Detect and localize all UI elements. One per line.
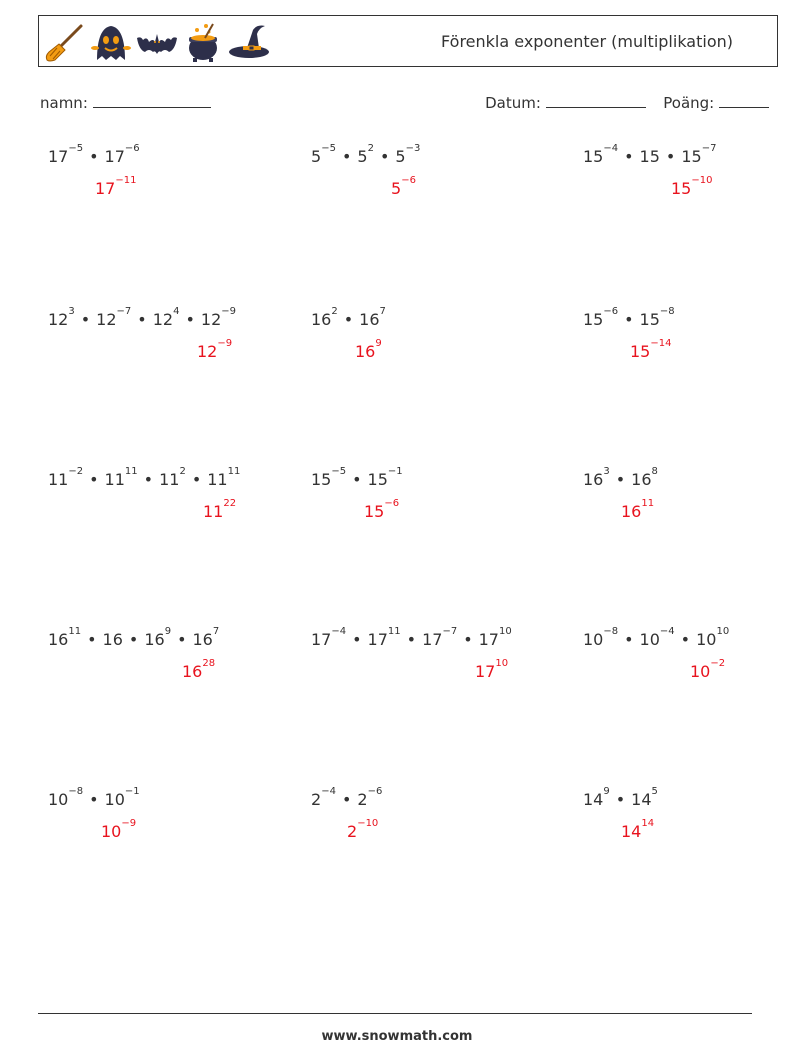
- base: 16: [311, 310, 332, 329]
- multiply-dot: •: [341, 790, 352, 809]
- problem-5: [311, 306, 386, 361]
- base: 17: [478, 630, 499, 649]
- problem-expression: [583, 466, 658, 489]
- base: 17: [422, 630, 443, 649]
- term: [48, 143, 84, 166]
- problem-11: [311, 626, 512, 681]
- multiply-dot: •: [87, 630, 97, 649]
- exponent: 11: [124, 466, 138, 477]
- problem-6: [583, 306, 675, 361]
- base: 5: [357, 147, 368, 166]
- term: [200, 306, 236, 329]
- answer-power: [671, 175, 713, 198]
- multiply-dot: •: [352, 470, 362, 489]
- term: [631, 466, 658, 489]
- term: [104, 466, 138, 489]
- multiply-dot: •: [89, 147, 99, 166]
- multiply-dot: •: [89, 790, 99, 809]
- term: [48, 626, 82, 649]
- exponent: −2: [68, 466, 84, 477]
- term: [207, 466, 241, 489]
- exponent: −4: [331, 626, 347, 637]
- base: 10: [690, 662, 711, 681]
- multiply-dot: •: [680, 630, 691, 649]
- answer-power: [355, 338, 382, 361]
- exponent: 3: [603, 466, 610, 477]
- exponent: −6: [367, 786, 383, 797]
- base: 14: [621, 822, 642, 841]
- base: 15: [639, 310, 660, 329]
- problem-expression: [48, 143, 140, 166]
- exponent: −2: [710, 658, 726, 669]
- term: [311, 306, 338, 329]
- base: 16: [621, 502, 642, 521]
- base: 16: [355, 342, 376, 361]
- term: [48, 786, 84, 809]
- multiply-dot: •: [89, 470, 99, 489]
- exponent: 2: [179, 466, 186, 477]
- exponent: −8: [659, 306, 675, 317]
- exponent: −3: [405, 143, 421, 154]
- base: 14: [583, 790, 604, 809]
- answer-power: [630, 338, 672, 361]
- multiply-dot: •: [352, 630, 362, 649]
- base: 16: [102, 630, 123, 649]
- exponent: −6: [124, 143, 140, 154]
- base: 16: [359, 310, 380, 329]
- exponent: 9: [375, 338, 382, 349]
- term: [367, 466, 403, 489]
- score-label: Poäng:: [663, 94, 715, 112]
- exponent: −7: [701, 143, 717, 154]
- base: 12: [48, 310, 69, 329]
- term: [48, 306, 75, 329]
- multiply-dot: •: [343, 310, 354, 329]
- term: [367, 626, 401, 649]
- exponent: 11: [387, 626, 401, 637]
- term: [48, 466, 84, 489]
- term: [159, 466, 186, 489]
- problem-expression: [583, 306, 675, 329]
- base: 15: [583, 310, 604, 329]
- problem-expression: [311, 466, 403, 489]
- answer: [355, 338, 382, 361]
- exponent: −4: [603, 143, 619, 154]
- problem-expression: [48, 786, 140, 809]
- base: 12: [200, 310, 222, 329]
- problem-2: [311, 143, 421, 198]
- term: [583, 626, 619, 649]
- term: [104, 786, 140, 809]
- answer: [197, 338, 233, 361]
- problem-expression: [583, 626, 730, 649]
- exponent: −6: [384, 498, 400, 509]
- multiply-dot: •: [80, 310, 91, 329]
- answer: [347, 818, 379, 841]
- term: [96, 306, 132, 329]
- exponent: −10: [691, 175, 713, 186]
- answer-power: [621, 818, 655, 841]
- base: 16: [48, 630, 69, 649]
- term: [359, 306, 386, 329]
- exponent: 5: [651, 786, 658, 797]
- term: [631, 786, 658, 809]
- base: 17: [95, 179, 116, 198]
- base: 12: [197, 342, 218, 361]
- problem-expression: [48, 466, 241, 489]
- base: 15: [364, 502, 385, 521]
- answer: [364, 498, 400, 521]
- problem-expression: [311, 306, 386, 329]
- answer-power: [95, 175, 137, 198]
- answer-power: [347, 818, 379, 841]
- exponent: −14: [650, 338, 672, 349]
- problem-12: [583, 626, 730, 681]
- exponent: −9: [217, 338, 233, 349]
- footer-divider: [38, 1013, 752, 1014]
- exponent: −4: [321, 786, 336, 797]
- problem-9: [583, 466, 658, 521]
- base: 11: [203, 502, 224, 521]
- answer: [671, 175, 713, 198]
- base: 17: [48, 147, 69, 166]
- answer: [101, 818, 137, 841]
- multiply-dot: •: [624, 310, 634, 329]
- exponent: 10: [495, 658, 509, 669]
- term: [696, 626, 730, 649]
- exponent: 7: [379, 306, 386, 317]
- term: [583, 306, 619, 329]
- answer: [182, 658, 216, 681]
- exponent: 10: [716, 626, 730, 637]
- term: [311, 466, 347, 489]
- exponent: 2: [331, 306, 338, 317]
- problem-expression: [311, 786, 383, 809]
- term: [583, 786, 610, 809]
- base: 10: [583, 630, 604, 649]
- answer-power: [101, 818, 137, 841]
- exponent: 4: [173, 306, 180, 317]
- problem-10: [48, 626, 220, 681]
- base: 10: [101, 822, 122, 841]
- exponent: 10: [498, 626, 512, 637]
- exponent: −5: [331, 466, 347, 477]
- answer-power: [364, 498, 400, 521]
- problem-expression: [583, 786, 658, 809]
- exponent: 8: [651, 466, 658, 477]
- multiply-dot: •: [185, 310, 195, 329]
- exponent: 11: [641, 498, 655, 509]
- multiply-dot: •: [379, 147, 390, 166]
- exponent: 14: [641, 818, 655, 829]
- multiply-dot: •: [341, 147, 352, 166]
- name-label: namn:: [40, 94, 88, 112]
- multiply-dot: •: [143, 470, 154, 489]
- answer-power: [475, 658, 509, 681]
- base: 2: [357, 790, 368, 809]
- exponent: −7: [442, 626, 458, 637]
- problem-expression: [48, 626, 220, 649]
- term: [357, 143, 374, 166]
- problem-14: [311, 786, 383, 841]
- term: [103, 630, 123, 649]
- base: 16: [182, 662, 203, 681]
- exponent: −11: [115, 175, 137, 186]
- exponent: 9: [164, 626, 172, 637]
- base: 10: [48, 790, 69, 809]
- date-label: Datum:: [485, 94, 541, 112]
- problem-7: [48, 466, 241, 521]
- answer: [203, 498, 237, 521]
- exponent: −1: [124, 786, 140, 797]
- base: 12: [152, 310, 174, 329]
- multiply-dot: •: [624, 630, 634, 649]
- base: 11: [104, 470, 125, 489]
- base: 5: [391, 179, 402, 198]
- base: 15: [671, 179, 692, 198]
- answer-power: [690, 658, 726, 681]
- multiply-dot: •: [615, 470, 626, 489]
- base: 12: [96, 310, 117, 329]
- term: [104, 143, 140, 166]
- exponent: 22: [223, 498, 237, 509]
- exponent: 3: [68, 306, 75, 317]
- base: 15: [367, 470, 388, 489]
- multiply-dot: •: [406, 630, 417, 649]
- problem-3: [583, 143, 717, 198]
- term: [311, 786, 336, 809]
- problem-1: [48, 143, 140, 198]
- base: 17: [311, 630, 332, 649]
- answer: [690, 658, 726, 681]
- answer: [475, 658, 509, 681]
- base: 14: [631, 790, 652, 809]
- multiply-dot: •: [615, 790, 626, 809]
- base: 10: [104, 790, 125, 809]
- exponent: 28: [202, 658, 216, 669]
- term: [422, 626, 458, 649]
- term: [144, 626, 172, 649]
- exponent: −8: [68, 786, 84, 797]
- multiply-dot: •: [137, 310, 147, 329]
- multiply-dot: •: [624, 147, 634, 166]
- exponent: −5: [321, 143, 336, 154]
- base: 15: [630, 342, 651, 361]
- term: [152, 306, 180, 329]
- problem-8: [311, 466, 403, 521]
- exponent: −6: [401, 175, 416, 186]
- term: [583, 466, 610, 489]
- base: 16: [144, 630, 165, 649]
- base: 15: [639, 147, 660, 166]
- exponent: 9: [603, 786, 610, 797]
- answer: [621, 818, 655, 841]
- multiply-dot: •: [128, 630, 139, 649]
- answer: [621, 498, 655, 521]
- term: [395, 143, 421, 166]
- base: 2: [347, 822, 358, 841]
- exponent: −8: [603, 626, 619, 637]
- base: 11: [159, 470, 180, 489]
- multiply-dot: •: [191, 470, 202, 489]
- problem-4: [48, 306, 236, 361]
- exponent: 7: [212, 626, 220, 637]
- answer-power: [621, 498, 655, 521]
- base: 5: [395, 147, 406, 166]
- base: 15: [311, 470, 332, 489]
- base: 16: [583, 470, 604, 489]
- multiply-dot: •: [177, 630, 187, 649]
- base: 16: [631, 470, 652, 489]
- problem-expression: [311, 143, 421, 166]
- problem-13: [48, 786, 140, 841]
- exponent: 2: [367, 143, 374, 154]
- problem-expression: [311, 626, 512, 649]
- answer: [630, 338, 672, 361]
- term: [639, 626, 675, 649]
- exponent: −6: [603, 306, 619, 317]
- exponent: −4: [659, 626, 675, 637]
- exponent: 11: [227, 466, 241, 477]
- answer-power: [203, 498, 237, 521]
- exponent: −1: [387, 466, 403, 477]
- exponent: −5: [68, 143, 84, 154]
- worksheet-title: Förenkla exponenter (multiplikation): [441, 32, 733, 51]
- term: [681, 143, 717, 166]
- base: 16: [192, 630, 213, 649]
- exponent: −9: [121, 818, 137, 829]
- base: 11: [48, 470, 69, 489]
- problem-15: [583, 786, 658, 841]
- answer-power: [182, 658, 216, 681]
- exponent: 11: [68, 626, 82, 637]
- exponent: −7: [116, 306, 132, 317]
- answer: [95, 175, 137, 198]
- answer-power: [391, 175, 416, 198]
- base: 11: [207, 470, 228, 489]
- term: [311, 143, 336, 166]
- term: [640, 147, 660, 166]
- term: [311, 626, 347, 649]
- answer-power: [197, 338, 233, 361]
- base: 10: [639, 630, 660, 649]
- base: 17: [367, 630, 388, 649]
- term: [357, 786, 383, 809]
- base: 2: [311, 790, 322, 809]
- base: 15: [681, 147, 702, 166]
- base: 15: [583, 147, 604, 166]
- answer: [391, 175, 416, 198]
- problem-expression: [48, 306, 236, 329]
- term: [478, 626, 512, 649]
- exponent: −10: [357, 818, 379, 829]
- base: 5: [311, 147, 322, 166]
- base: 17: [104, 147, 125, 166]
- footer-url: www.snowmath.com: [321, 1029, 473, 1044]
- term: [192, 626, 220, 649]
- term: [639, 306, 675, 329]
- multiply-dot: •: [463, 630, 473, 649]
- exponent: −9: [221, 306, 236, 317]
- problem-expression: [583, 143, 717, 166]
- base: 17: [475, 662, 496, 681]
- term: [583, 143, 619, 166]
- base: 10: [696, 630, 717, 649]
- multiply-dot: •: [665, 147, 676, 166]
